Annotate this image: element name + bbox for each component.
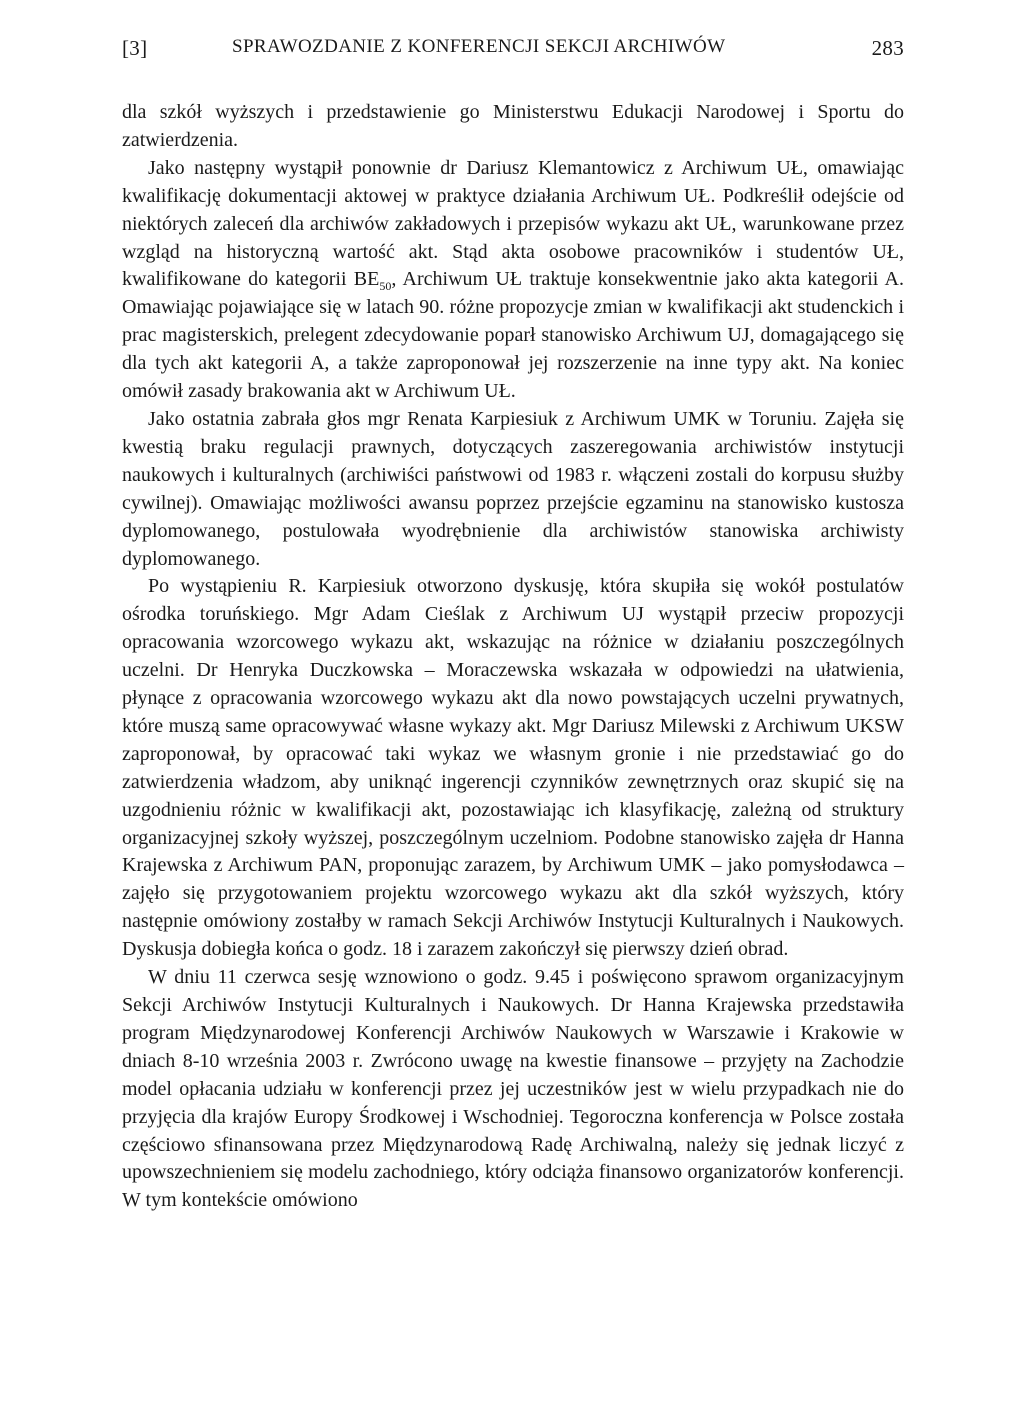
- running-title: SPRAWOZDANIE Z KONFERENCJI SEKCJI ARCHIWÓW: [232, 36, 726, 57]
- document-page: [122, 0, 904, 1408]
- page-number: 283: [871, 36, 904, 60]
- paragraph-continuation: dla szkół wyższych i przedstawienie go Ministerstwu Edukacji Narodowej i Sportu do zatwierdzenia.: [122, 101, 904, 151]
- paragraph-discussion: Po wystąpieniu R. Karpiesiuk otworzono dyskusję, która skupiła się wokół postulatów ośrodka toruńskiego. Mgr Adam Cieślak z Archiwum UJ wystąpił przeciw propozycji opracowania wzorcowego wykazu akt, wskazując na różnice w działaniu poszczególnych uczelni. Dr Henryka Duczkowska – Moraczewska wskazała w odpowiedzi na ułatwienia, płynące z opracowania wzorcowego wykazu akt dla nowo powstających uczelni prywatnych, które muszą same opracowywać własne wykazy akt. Mgr Dariusz Milewski z Archiwum UKSW zaproponował, by opracować taki wykaz we własnym gronie i nie przedstawiać go do zatwierdzenia władzom, aby uniknąć ingerencji czynników zewnętrznych oraz skupić się na uzgodnieniu różnic w kwalifikacji akt, pozostawiając ich klasyfikację, zależną od struktury organizacyjnej szkoły wyższej, poszczególnym uczelniom. Podobne stanowisko zajęła dr Hanna Krajewska z Archiwum PAN, proponując zarazem, by Archiwum UMK – jako pomysłodawca – zajęło się przygotowaniem projektu wzorcowego wykazu akt dla szkół wyższych, który następnie omówiony zostałby w ramach Sekcji Archiwów Instytucji Kulturalnych i Naukowych. Dyskusja dobiegła końca o godz. 18 i zarazem zakończył się pierwszy dzień obrad.: [122, 575, 904, 961]
- paragraph-karpiesiuk: Jako ostatnia zabrała głos mgr Renata Karpiesiuk z Archiwum UMK w Toruniu. Zajęła się kwestią braku regulacji prawnych, dotyczących zaszeregowania archiwistów instytucji naukowych i kulturalnych (archiwiści państwowi od 1983 r. włączeni zostali do korpusu służby cywilnej). Omawiając możliwości awansu poprzez przejście egzaminu na stanowisko kustosza dyplomowanego, postulowała wyodrębnienie dla archiwistów stanowiska archiwisty dyplomowanego.: [122, 407, 904, 570]
- paragraph-klemantowicz: [122, 155, 904, 406]
- paragraph-klemantowicz-tail: , Archiwum UŁ traktuje konsekwentnie jako akta kategorii A. Omawiając pojawiające się w latach 90. różne propozycje zmian w kwalifikacji akt studenckich i prac magisterskich, prelegent zdecydowanie poparł stanowisko Archiwum UJ, domagającego się dla tych akt kategorii A, a także zaproponował jej rozszerzenie na inne typy akt. Na koniec omówił zasady brakowania akt w Archiwum UŁ.: [122, 268, 904, 403]
- paragraph-klemantowicz-head: Jako następny wystąpił ponownie dr Dariusz Klemantowicz z Archiwum UŁ, omawiając kwalifikację dokumentacji aktowej w praktyce działania Archiwum UŁ. Podkreślił odejście od niektórych zaleceń dla archiwów zakładowych i przepisów wykazu akt UŁ, warunkowane przez wzgląd na historyczną wartość akt. Stąd akta osobowe pracowników i studentów UŁ, kwalifikowane do kategorii BE: [122, 156, 904, 291]
- category-subscript: 50: [379, 279, 392, 294]
- section-number: [3]: [122, 36, 148, 60]
- running-header: [122, 36, 904, 64]
- body-text: [122, 99, 904, 1215]
- paragraph-june-session: W dniu 11 czerwca sesję wznowiono o godz. 9.45 i poświęcono sprawom organizacyjnym Sekcji Archiwów Instytucji Kulturalnych i Naukowych. Dr Hanna Krajewska przedstawiła program Międzynarodowej Konferencji Archiwów Naukowych w Warszawie i Krakowie w dniach 8-10 września 2003 r. Zwrócono uwagę na kwestie finansowe – przyjęty na Zachodzie model opłacania udziału w konferencji przez jej uczestników jest w wielu przypadkach nie do przyjęcia dla krajów Europy Środkowej i Wschodniej. Tegoroczna konferencja w Polsce została częściowo sfinansowana przez Międzynarodową Radę Archiwalną, należy się jednak liczyć z upowszechnieniem się modelu zachodniego, który odciąża finansowo organizatorów konferencji. W tym kontekście omówiono: [122, 966, 904, 1212]
